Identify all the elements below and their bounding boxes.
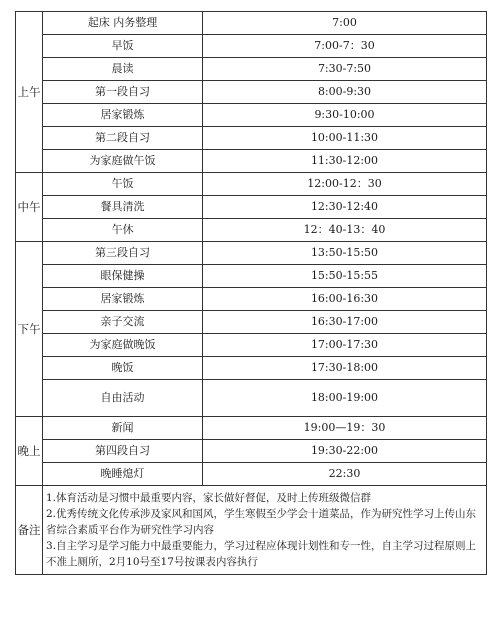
- schedule-sheet: [15, 11, 486, 608]
- table-row: [16, 58, 487, 81]
- table-row: [16, 417, 487, 440]
- table-row: [16, 196, 487, 219]
- table-row: [16, 35, 487, 58]
- table-row: [16, 12, 487, 35]
- table-row: [16, 219, 487, 242]
- time-cell: 8:00-9:30: [203, 81, 487, 104]
- activity-cell: 居家锻炼: [43, 104, 203, 127]
- activity-cell: 第二段自习: [43, 127, 203, 150]
- activity-cell: 自由活动: [43, 380, 203, 417]
- activity-cell: 午休: [43, 219, 203, 242]
- time-cell: 11:30-12:00: [203, 150, 487, 173]
- table-row: [16, 242, 487, 265]
- table-row: [16, 173, 487, 196]
- table-row: [16, 127, 487, 150]
- table-row: [16, 311, 487, 334]
- activity-cell: 起床 内务整理: [43, 12, 203, 35]
- note-2: 2.优秀传统文化传承涉及家风和国风，学生寒假至少学会十道菜品，作为研究性学习上传山东省综合素质平台作为研究性学习内容: [46, 508, 477, 536]
- activity-cell: 晚饭: [43, 357, 203, 380]
- time-cell: 7:30-7:50: [203, 58, 487, 81]
- table-row: [16, 104, 487, 127]
- table-row: [16, 150, 487, 173]
- time-cell: 12:00-12：30: [203, 173, 487, 196]
- time-cell: 7:00-7：30: [203, 35, 487, 58]
- activity-cell: 为家庭做午饭: [43, 150, 203, 173]
- activity-cell: 午饭: [43, 173, 203, 196]
- activity-cell: 早饭: [43, 35, 203, 58]
- period-label: 下午: [16, 242, 43, 417]
- activity-cell: 第三段自习: [43, 242, 203, 265]
- time-cell: 7:00: [203, 12, 487, 35]
- table-row: [16, 81, 487, 104]
- activity-cell: 晚睡熄灯: [43, 463, 203, 486]
- time-cell: 16:00-16:30: [203, 288, 487, 311]
- time-cell: 12：40-13：40: [203, 219, 487, 242]
- time-cell: 22:30: [203, 463, 487, 486]
- table-row: [16, 380, 487, 417]
- notes-row: [16, 486, 487, 575]
- table-row: [16, 357, 487, 380]
- note-1: 1.体育活动是习惯中最重要内容，家长做好督促，及时上传班级微信群: [46, 492, 372, 504]
- time-cell: 19:30-22:00: [203, 440, 487, 463]
- time-cell: 12:30-12:40: [203, 196, 487, 219]
- schedule-body: [16, 12, 487, 575]
- notes-label: 备注: [16, 486, 43, 575]
- time-cell: 17:00-17:30: [203, 334, 487, 357]
- activity-cell: 第四段自习: [43, 440, 203, 463]
- activity-cell: 亲子交流: [43, 311, 203, 334]
- period-label: 中午: [16, 173, 43, 242]
- table-row: [16, 334, 487, 357]
- period-label: 上午: [16, 12, 43, 173]
- activity-cell: 晨读: [43, 58, 203, 81]
- time-cell: 15:50-15:55: [203, 265, 487, 288]
- time-cell: 17:30-18:00: [203, 357, 487, 380]
- activity-cell: 眼保健操: [43, 265, 203, 288]
- note-3: 3.自主学习是学习能力中最重要能力，学习过程应体现计划性和专一性，自主学习过程原则上不准上厕所，2月10号至17号按课表内容执行: [46, 540, 477, 568]
- table-row: [16, 265, 487, 288]
- activity-cell: 第一段自习: [43, 81, 203, 104]
- table-row: [16, 440, 487, 463]
- period-label: 晚上: [16, 417, 43, 486]
- activity-cell: 餐具清洗: [43, 196, 203, 219]
- time-cell: 13:50-15:50: [203, 242, 487, 265]
- activity-cell: 为家庭做晚饭: [43, 334, 203, 357]
- table-row: [16, 288, 487, 311]
- notes-cell: [43, 486, 487, 575]
- time-cell: 9:30-10:00: [203, 104, 487, 127]
- time-cell: 10:00-11:30: [203, 127, 487, 150]
- schedule-table: [15, 11, 487, 575]
- activity-cell: 居家锻炼: [43, 288, 203, 311]
- time-cell: 18:00-19:00: [203, 380, 487, 417]
- table-row: [16, 463, 487, 486]
- time-cell: 16:30-17:00: [203, 311, 487, 334]
- time-cell: 19:00—19：30: [203, 417, 487, 440]
- activity-cell: 新闻: [43, 417, 203, 440]
